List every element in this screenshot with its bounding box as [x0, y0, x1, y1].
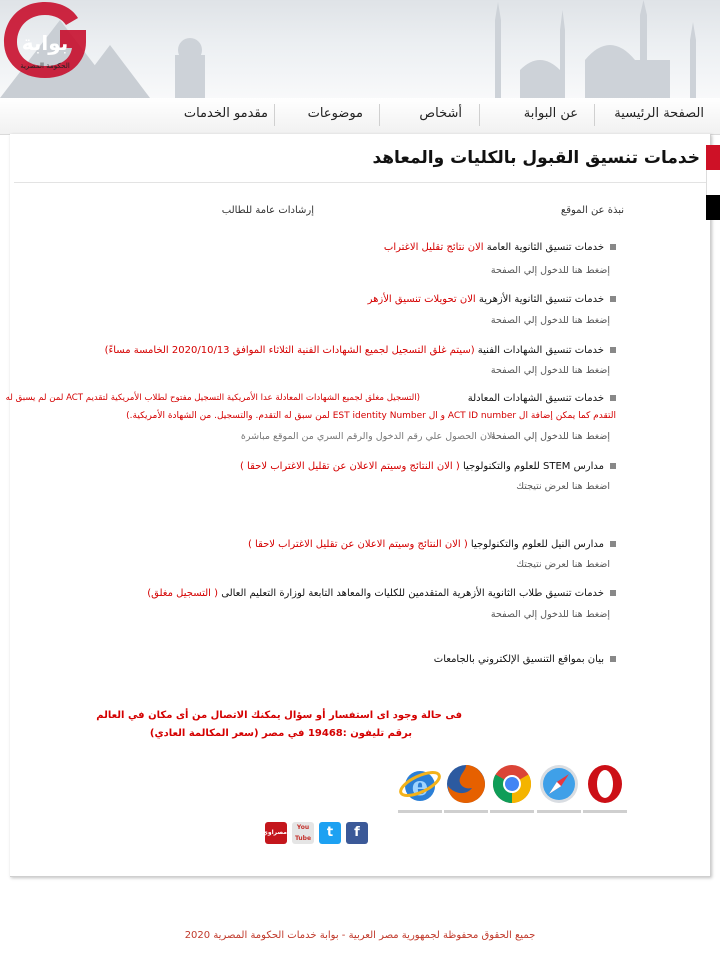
- flag-white-stripe: [706, 170, 720, 195]
- service-note: (التسجيل مغلق لجميع الشهادات المعادلة عدا الأمريكية التسجيل مفتوح لطلاب الأمريكية لتقديم ACT لمن لم يسبق له: [5, 393, 420, 403]
- nav-divider: [274, 104, 275, 126]
- bullet-icon: [610, 296, 616, 302]
- browser-caption: [398, 810, 442, 813]
- bullet-icon: [610, 347, 616, 353]
- internet-explorer-icon[interactable]: [398, 762, 442, 806]
- skyline-illustration: [0, 0, 720, 98]
- browser-caption: [444, 810, 488, 813]
- service-note: ( التسجيل مغلق): [147, 588, 219, 599]
- service-label[interactable]: خدمات تنسيق طلاب الثانوية الأزهرية المتقدمين للكليات والمعاهد التابعة لوزارة التعليم العالى: [221, 588, 604, 599]
- browser-caption: [490, 810, 534, 813]
- service-item: [248, 539, 616, 550]
- service-label[interactable]: بيان بمواقع التنسيق الإلكتروني بالجامعات: [433, 654, 604, 665]
- page-title: خدمات تنسيق القبول بالكليات والمعاهد: [372, 148, 700, 168]
- service-extra-info: الان الحصول علي رقم الدخول والرقم السري من الموقع مباشرة: [240, 431, 495, 442]
- service-link[interactable]: إضغط هنا للدخول إلي الصفحة: [490, 431, 610, 442]
- nav-service-providers[interactable]: مقدمو الخدمات: [183, 106, 268, 121]
- nav-divider: [379, 104, 380, 126]
- about-site-link[interactable]: نبذة عن الموقع: [560, 205, 624, 216]
- facebook-icon[interactable]: f: [346, 822, 368, 844]
- svg-text:e: e: [411, 772, 429, 802]
- service-note: الان نتائج تقليل الاغتراب: [383, 242, 484, 253]
- service-note-continued: التقدم كما يمكن إضافة ال ACT ID number و ال EST identity Number لمن سبق له التقدم. والتسجيل. من الشهادة الأمريكية.): [126, 411, 616, 421]
- bullet-icon: [610, 244, 616, 250]
- chrome-icon[interactable]: [490, 762, 534, 806]
- service-note: ( الان النتائج وسيتم الاعلان عن تقليل الاغتراب لاحقا ): [239, 461, 460, 472]
- nav-people[interactable]: أشخاص: [419, 106, 462, 121]
- service-item: [240, 461, 616, 472]
- youtube-icon[interactable]: You Tube: [292, 822, 314, 844]
- safari-icon[interactable]: [537, 762, 581, 806]
- logo-subtext: الحكومة المصرية: [20, 62, 70, 70]
- bullet-icon: [610, 656, 616, 662]
- service-label[interactable]: خدمات تنسيق الثانوية الأزهرية: [478, 294, 604, 305]
- service-note: الان تحويلات تنسيق الأزهر: [367, 294, 476, 305]
- nav-divider: [479, 104, 480, 126]
- service-label[interactable]: خدمات تنسيق الشهادات المعادلة: [467, 393, 604, 404]
- bullet-icon: [610, 395, 616, 401]
- service-link[interactable]: إضغط هنا للدخول إلي الصفحة: [490, 315, 610, 326]
- firefox-icon[interactable]: [444, 762, 488, 806]
- contact-line-1: فى حالة وجود اى استفسار أو سؤال يمكنك الاتصال من أى مكان في العالم: [96, 710, 462, 721]
- service-link[interactable]: اضغط هنا لعرض نتيجتك: [516, 481, 610, 492]
- masrawy-icon[interactable]: مصراوي: [265, 822, 287, 844]
- service-label[interactable]: خدمات تنسيق الشهادات الفنية: [477, 345, 604, 356]
- service-link[interactable]: إضغط هنا للدخول إلي الصفحة: [490, 609, 610, 620]
- service-item: [105, 345, 616, 356]
- service-item: [147, 588, 616, 599]
- nav-about[interactable]: عن البوابة: [523, 106, 578, 121]
- main-nav: [0, 98, 720, 135]
- opera-icon[interactable]: [583, 762, 627, 806]
- service-note: (سيتم غلق التسجيل لجميع الشهادات الفنية الثلاثاء الموافق 2020/10/13 الخامسة مساءً): [104, 345, 475, 356]
- header-banner: [0, 0, 720, 98]
- service-item: [434, 654, 616, 665]
- bullet-icon: [610, 590, 616, 596]
- service-label[interactable]: مدارس النيل للعلوم والتكنولوجيا: [470, 539, 604, 550]
- service-link[interactable]: إضغط هنا للدخول إلي الصفحة: [490, 265, 610, 276]
- egypt-flag: [706, 145, 720, 220]
- service-item: [368, 294, 616, 305]
- bullet-icon: [610, 541, 616, 547]
- flag-black-stripe: [706, 195, 720, 220]
- student-guide-link[interactable]: إرشادات عامة للطالب: [221, 205, 314, 216]
- nav-topics[interactable]: موضوعات: [307, 106, 363, 121]
- service-label[interactable]: مدارس STEM للعلوم والتكنولوجيا: [462, 461, 604, 472]
- copyright-footer: جميع الحقوق محفوظة لجمهورية مصر العربية - بوابة خدمات الحكومة المصرية 2020: [184, 930, 536, 941]
- service-link[interactable]: اضغط هنا لعرض نتيجتك: [516, 559, 610, 570]
- service-item: [384, 242, 616, 253]
- service-note: ( الان النتائج وسيتم الاعلان عن تقليل الاغتراب لاحقا ): [247, 539, 468, 550]
- browser-caption: [583, 810, 627, 813]
- twitter-icon[interactable]: t: [319, 822, 341, 844]
- flag-red-stripe: [706, 145, 720, 170]
- browser-caption: [537, 810, 581, 813]
- service-label[interactable]: خدمات تنسيق الثانوية العامة: [486, 242, 604, 253]
- bullet-icon: [610, 463, 616, 469]
- contact-line-2: برقم تليفون :19468 في مصر (سعر المكالمة العادي): [149, 728, 412, 739]
- logo-text: بوابة: [21, 31, 69, 55]
- nav-divider: [594, 104, 595, 126]
- title-divider: [14, 182, 706, 183]
- service-link[interactable]: إضغط هنا للدخول إلي الصفحة: [490, 365, 610, 376]
- portal-logo[interactable]: [0, 0, 90, 80]
- nav-home[interactable]: الصفحة الرئيسية: [614, 106, 704, 121]
- service-item: [468, 393, 616, 404]
